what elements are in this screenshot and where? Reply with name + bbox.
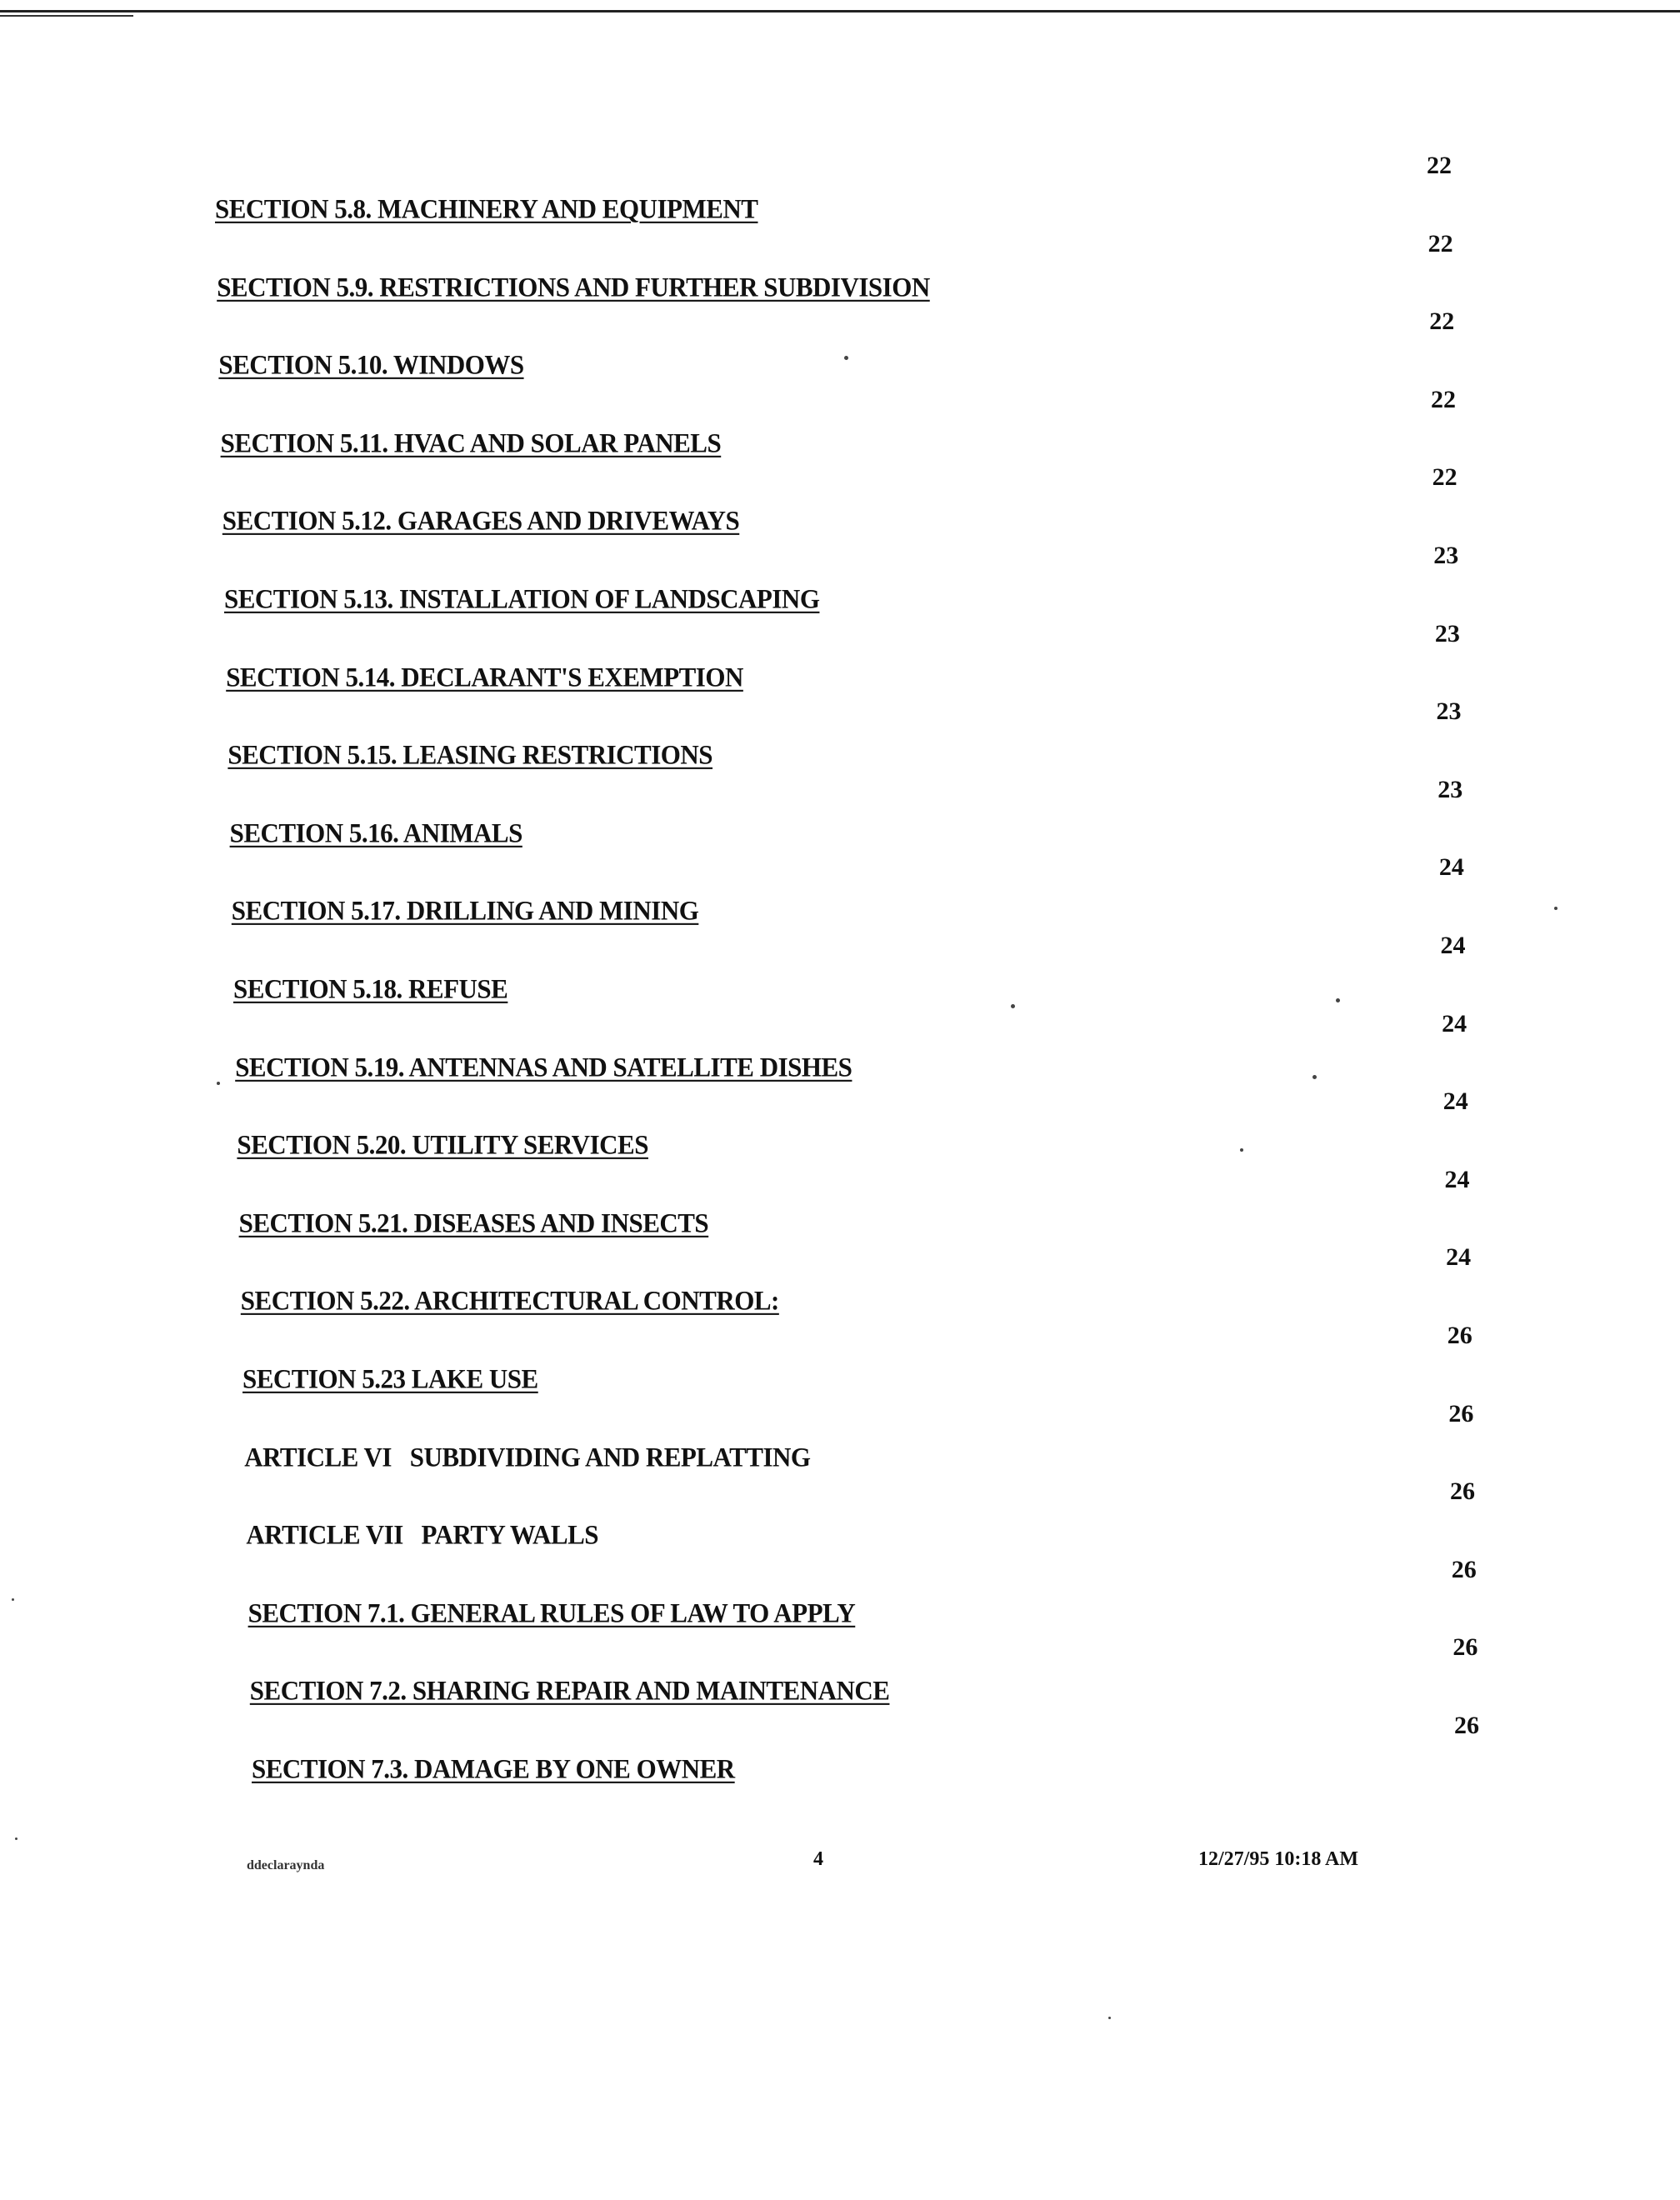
footer-filename: ddeclaraynda: [247, 1858, 325, 1872]
toc-section-title: SECTION 5.15. LEASING RESTRICTIONS: [228, 739, 713, 771]
toc-page-number: 26: [1448, 1399, 1474, 1428]
toc-entry: [226, 619, 1559, 693]
toc-entry: [229, 775, 1563, 849]
page-footer: [0, 1848, 1680, 1882]
toc-entry: [252, 1712, 1585, 1785]
scan-speck: [844, 356, 848, 360]
toc-section-title: SECTION 5.17. DRILLING AND MINING: [231, 895, 699, 927]
toc-page-number: 26: [1447, 1322, 1472, 1349]
toc-page-number: 22: [1428, 229, 1453, 258]
toc-page-number: 23: [1438, 775, 1463, 803]
toc-page-number: 23: [1434, 619, 1460, 648]
toc-section-title: SECTION 5.9. RESTRICTIONS AND FURTHER SUBDIVISION: [217, 271, 930, 302]
footer-timestamp: 12/27/95 10:18 AM: [1198, 1848, 1358, 1870]
toc-entry: [240, 1243, 1574, 1317]
toc-page-number: 26: [1454, 1712, 1479, 1739]
toc-section-title: SECTION 7.1. GENERAL RULES OF LAW TO APPLY: [248, 1597, 856, 1628]
toc-article-title: ARTICLE VI SUBDIVIDING AND REPLATTING: [244, 1441, 811, 1472]
toc-section-title: SECTION 5.14. DECLARANT'S EXEMPTION: [226, 661, 743, 692]
toc-page-number: 24: [1440, 932, 1466, 959]
toc-page-number: 23: [1433, 542, 1459, 569]
toc-page-number: 24: [1444, 1165, 1470, 1193]
toc-page-number: 23: [1436, 698, 1462, 726]
toc-entry: [231, 853, 1565, 927]
toc-article-title: ARTICLE VII PARTY WALLS: [246, 1519, 598, 1551]
toc-entry: [244, 1399, 1578, 1473]
toc-entry: [242, 1322, 1576, 1395]
toc-entry: [217, 229, 1550, 303]
toc-entry: [228, 698, 1561, 771]
toc-page-number: 22: [1430, 385, 1456, 413]
toc-page-number: 24: [1442, 1088, 1468, 1116]
toc-page-number: 24: [1446, 1243, 1472, 1272]
toc-entry: [235, 1009, 1568, 1083]
toc-page-number: 22: [1429, 308, 1455, 336]
toc-section-title: SECTION 5.21. DISEASES AND INSECTS: [238, 1207, 709, 1238]
toc-entry: [248, 1555, 1582, 1629]
scan-speck: [1011, 1004, 1015, 1008]
toc-section-title: SECTION 5.18. REFUSE: [233, 973, 508, 1004]
toc-page-number: 24: [1442, 1009, 1468, 1038]
toc-page-number: 26: [1452, 1633, 1478, 1662]
toc-section-title: SECTION 5.12. GARAGES AND DRIVEWAYS: [222, 505, 740, 537]
toc-section-title: SECTION 5.22. ARCHITECTURAL CONTROL:: [240, 1285, 779, 1317]
scan-speck: [15, 1838, 18, 1840]
toc-section-title: SECTION 5.13. INSTALLATION OF LANDSCAPING: [224, 583, 820, 614]
scan-speck: [217, 1082, 220, 1085]
scan-speck: [1336, 998, 1340, 1002]
toc-entry: [238, 1165, 1572, 1239]
toc-section-title: SECTION 7.3. DAMAGE BY ONE OWNER: [252, 1753, 735, 1784]
toc-section-title: SECTION 5.20. UTILITY SERVICES: [237, 1129, 648, 1161]
toc-entry: [218, 308, 1552, 381]
toc-entry: [249, 1633, 1583, 1707]
toc-section-title: SECTION 5.16. ANIMALS: [229, 817, 522, 848]
scan-speck: [1554, 907, 1558, 910]
scan-speck: [1240, 1148, 1243, 1152]
toc-page-number: 26: [1451, 1555, 1477, 1583]
toc-entry: [222, 463, 1556, 537]
toc-entry: [215, 152, 1548, 225]
footer-page-number: 4: [813, 1848, 823, 1870]
toc-entry: [246, 1478, 1579, 1551]
toc-page-number: 26: [1450, 1478, 1476, 1506]
scan-speck: [1312, 1075, 1317, 1079]
scan-speck: [1108, 2017, 1111, 2019]
toc-section-title: SECTION 5.10. WINDOWS: [218, 349, 524, 381]
scan-speck: [12, 1598, 14, 1601]
toc-section-title: SECTION 7.2. SHARING REPAIR AND MAINTENANCE: [249, 1675, 890, 1707]
toc-section-title: SECTION 5.11. HVAC AND SOLAR PANELS: [220, 427, 722, 458]
toc-entry: [224, 542, 1558, 615]
toc-section-title: SECTION 5.8. MACHINERY AND EQUIPMENT: [215, 193, 758, 224]
toc-section-title: SECTION 5.19. ANTENNAS AND SATELLITE DISHES: [235, 1051, 852, 1082]
toc-page-number: 22: [1427, 152, 1452, 179]
toc-page-number: 22: [1432, 463, 1458, 492]
toc-entry: [237, 1088, 1570, 1161]
toc-section-title: SECTION 5.23 LAKE USE: [242, 1363, 538, 1394]
toc-entry: [233, 932, 1567, 1005]
toc-page-number: 24: [1438, 853, 1464, 882]
toc-entry: [220, 385, 1554, 459]
